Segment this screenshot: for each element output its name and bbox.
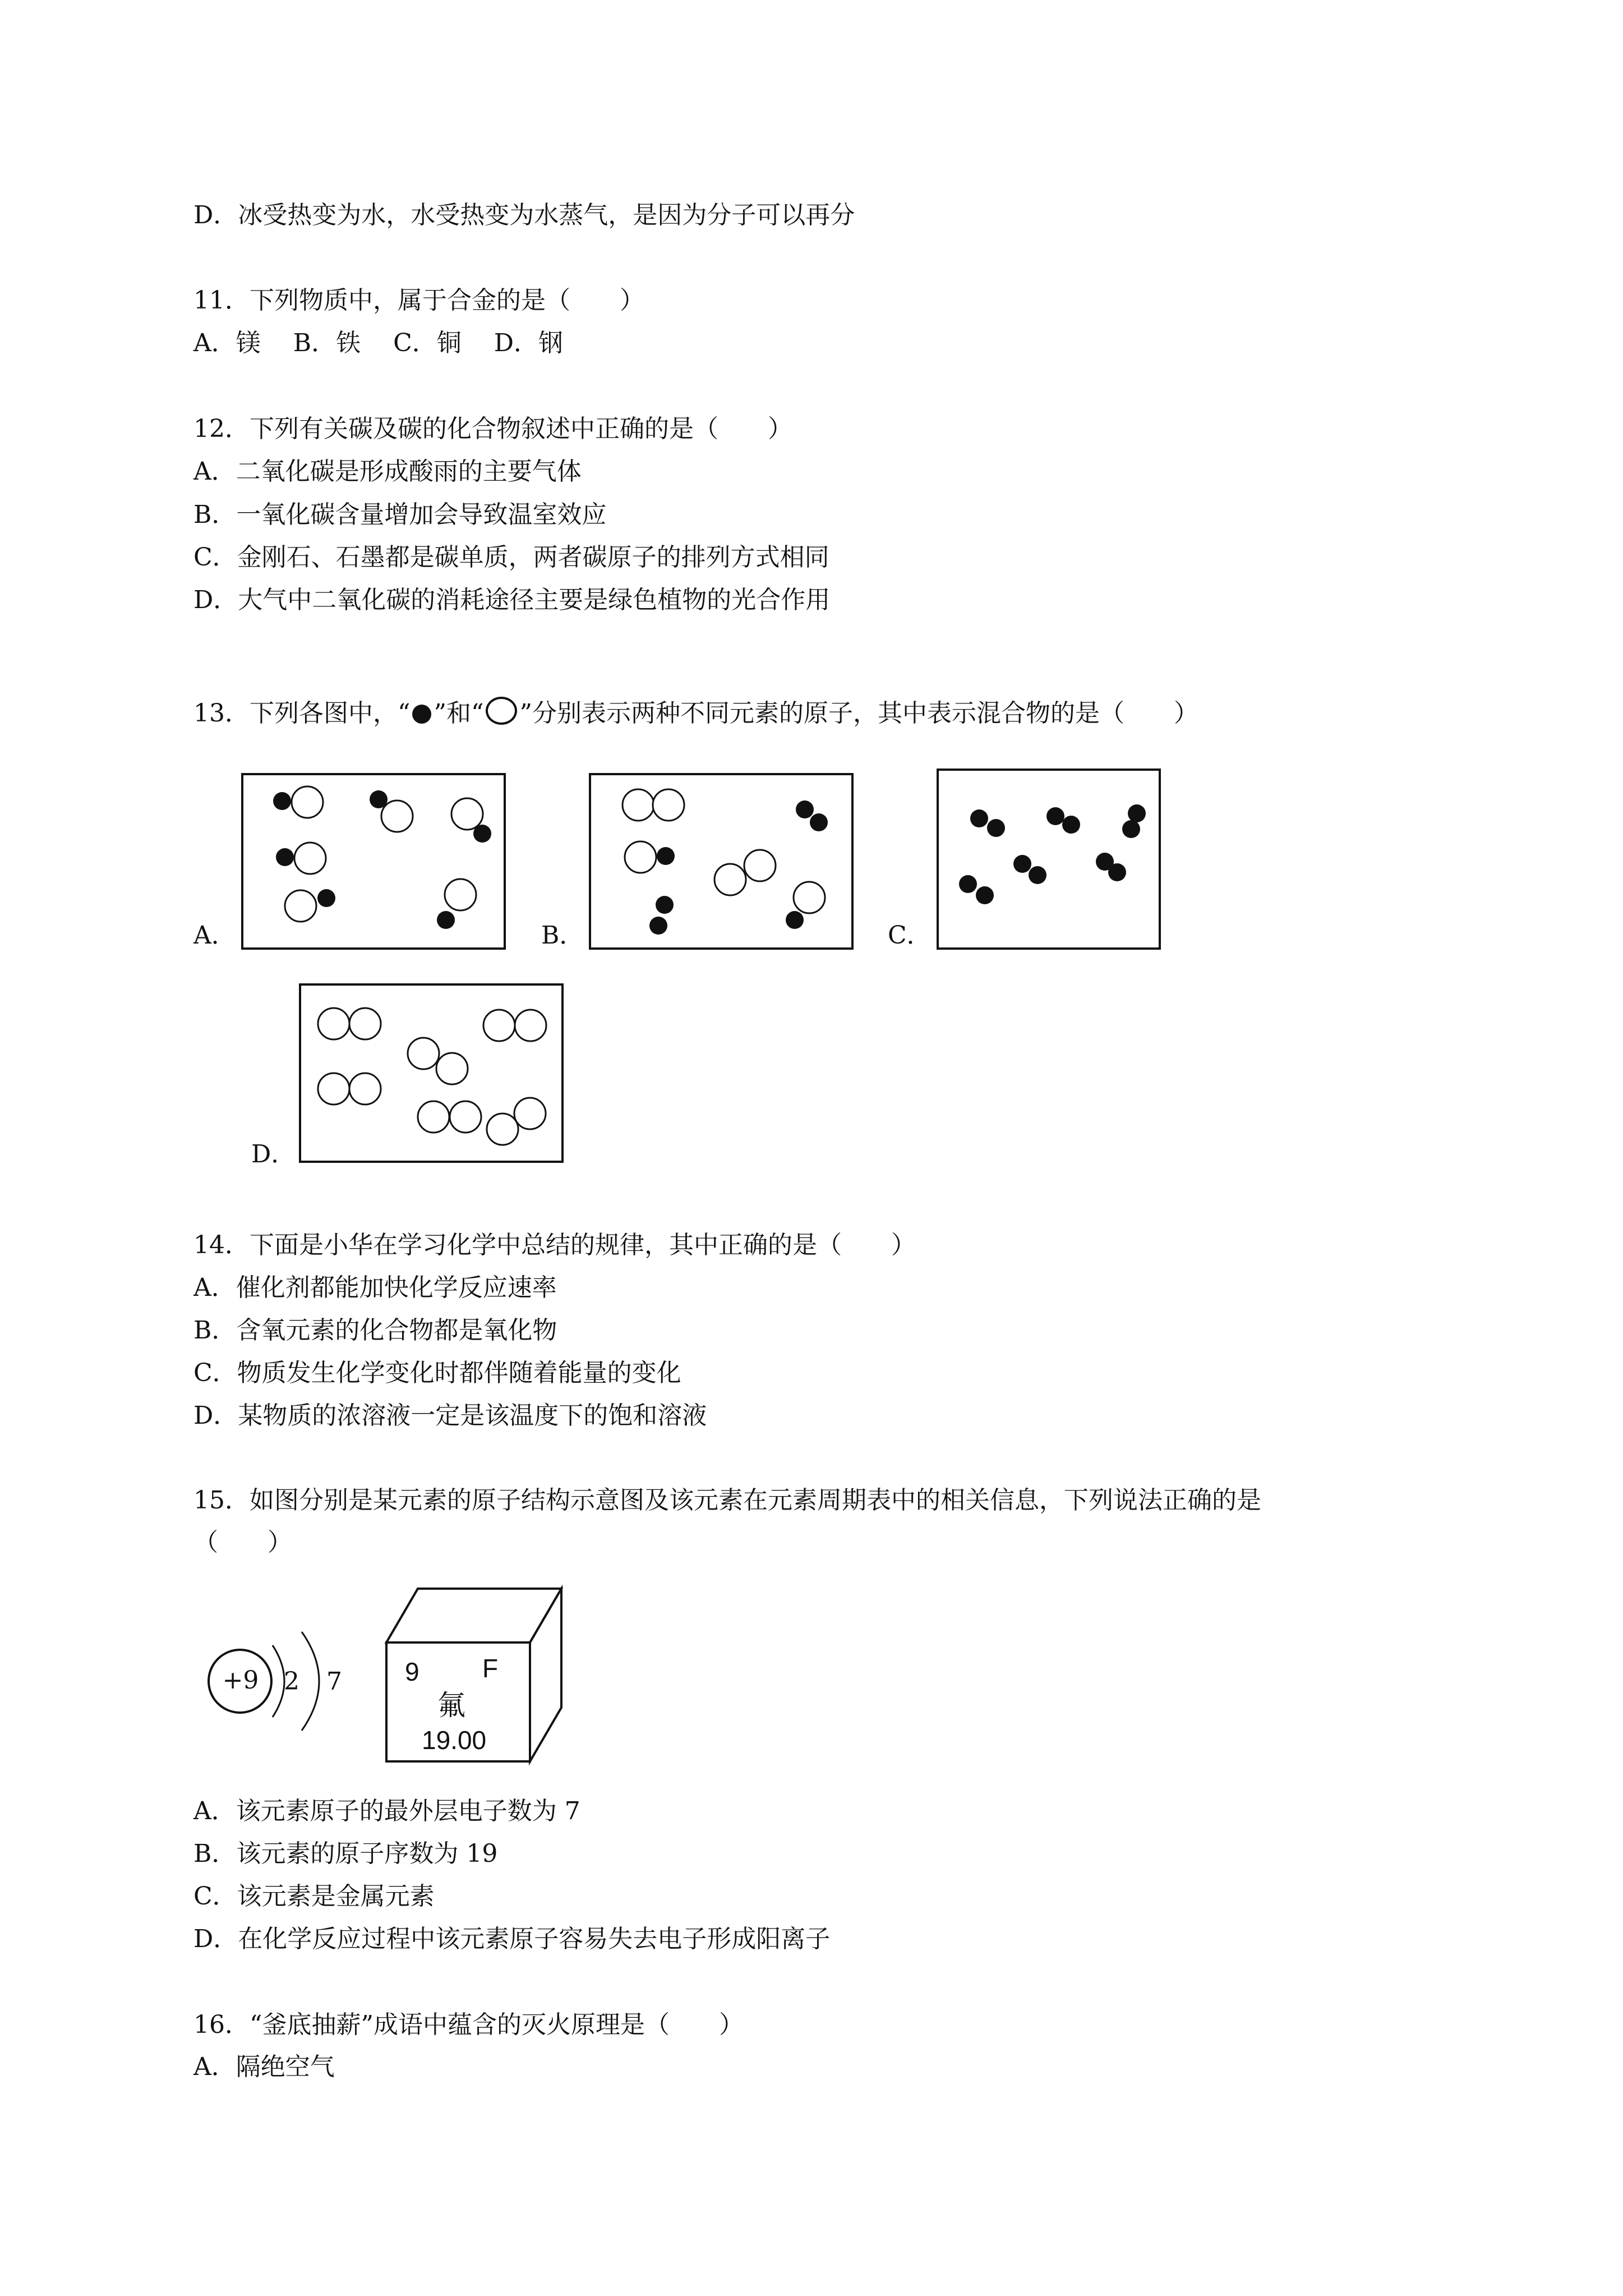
q13-stem <box>193 697 1198 729</box>
atomic-number: 9 <box>405 1657 419 1686</box>
q12-option-c: C．金刚石、石墨都是碳单质，两者碳原子的排列方式相同 <box>193 543 829 572</box>
q12-option-b: B．一氧化碳含量增加会导致温室效应 <box>193 500 607 529</box>
atomic-mass: 19.00 <box>422 1726 487 1755</box>
q15-stem: 15．如图分别是某元素的原子结构示意图及该元素在元素周期表中的相关信息，下列说法正确的是 <box>193 1486 1261 1515</box>
shell-2-electrons: 7 <box>326 1667 342 1696</box>
hollow-atom-icon <box>486 697 517 725</box>
q13-stem-pre: 13．下列各图中，“ <box>193 699 411 728</box>
shell-1-electrons: 2 <box>284 1667 299 1696</box>
q13-figure-d <box>299 983 564 1163</box>
element-symbol: F <box>482 1654 499 1683</box>
q12-option-a: A．二氧化碳是形成酸雨的主要气体 <box>193 457 582 486</box>
q15-stem-paren: （ ） <box>193 1528 292 1557</box>
q14-option-a: A．催化剂都能加快化学反应速率 <box>193 1273 557 1302</box>
q15-option-b: B．该元素的原子序数为 19 <box>193 1839 498 1868</box>
q16-option-a: A．隔绝空气 <box>193 2053 335 2081</box>
q16-stem: 16．“釜底抽薪”成语中蕴含的灭火原理是（ ） <box>193 2010 744 2039</box>
q10-option-d: D．冰受热变为水，水受热变为水蒸气，是因为分子可以再分 <box>193 201 855 229</box>
q12-stem: 12．下列有关碳及碳的化合物叙述中正确的是（ ） <box>193 415 792 443</box>
q15-option-d: D．在化学反应过程中该元素原子容易失去电子形成阳离子 <box>193 1925 831 1953</box>
q15-option-c: C．该元素是金属元素 <box>193 1882 435 1911</box>
q13-figure-c <box>937 769 1161 950</box>
q14-option-b: B．含氧元素的化合物都是氧化物 <box>193 1316 557 1345</box>
q13-figure-b <box>589 773 854 950</box>
q13-label-d: D． <box>251 1140 296 1168</box>
q14-stem: 14．下面是小华在学习化学中总结的规律，其中正确的是（ ） <box>193 1231 916 1259</box>
q13-label-b: B． <box>541 921 584 950</box>
element-name: 氟 <box>437 1689 465 1722</box>
q13-label-a: A． <box>193 921 236 950</box>
nucleus-charge: +9 <box>222 1666 259 1695</box>
q11-stem: 11．下列物质中，属于合金的是（ ） <box>193 286 644 315</box>
q15-option-a: A．该元素原子的最外层电子数为 7 <box>193 1797 580 1825</box>
q14-option-d: D．某物质的浓溶液一定是该温度下的饱和溶液 <box>193 1401 707 1430</box>
q11-options: A．镁 B．铁 C．铜 D．钢 <box>193 329 564 357</box>
q12-option-d: D．大气中二氧化碳的消耗途径主要是绿色植物的光合作用 <box>193 586 831 614</box>
filled-atom-icon <box>412 705 431 724</box>
q13-stem-mid1: ”和“ <box>434 699 484 728</box>
q13-label-c: C． <box>888 921 932 950</box>
q14-option-c: C．物质发生化学变化时都伴随着能量的变化 <box>193 1359 681 1387</box>
q13-figure-a <box>241 773 506 950</box>
q13-stem-mid2: ”分别表示两种不同元素的原子，其中表示混合物的是（ ） <box>519 699 1198 728</box>
